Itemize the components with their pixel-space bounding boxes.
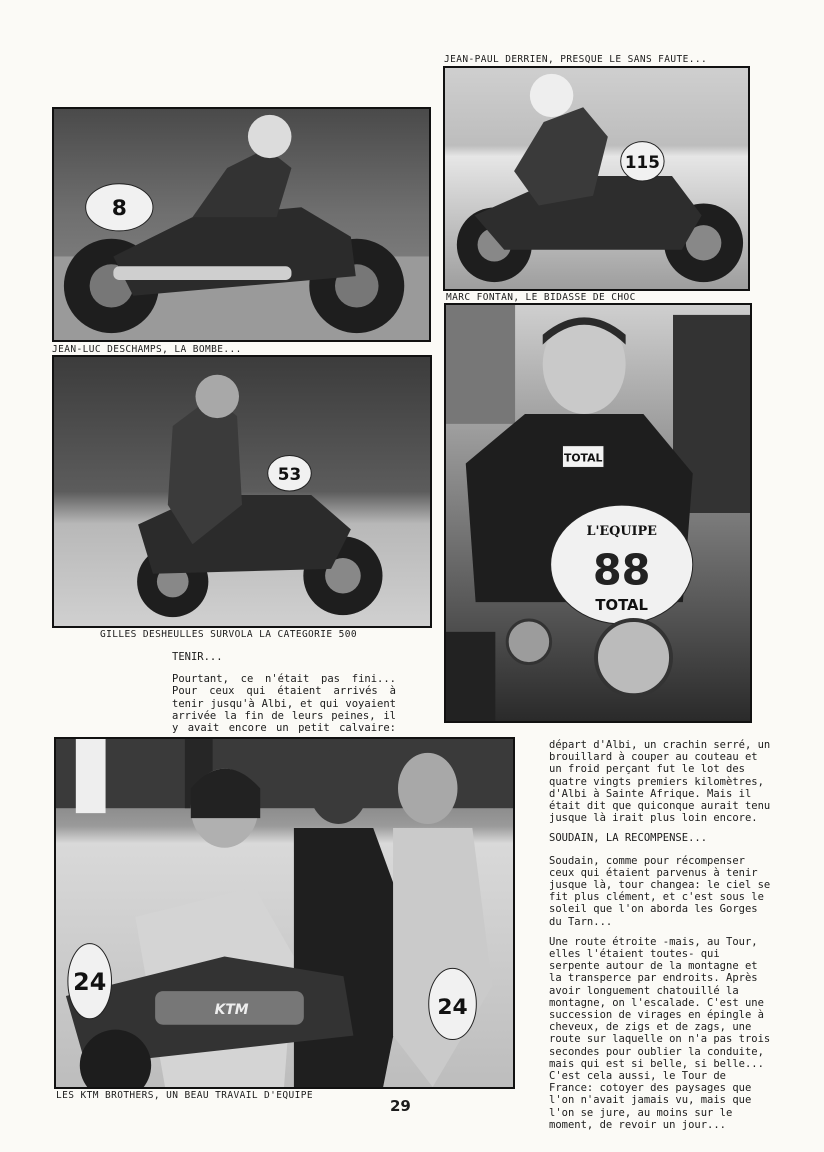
ktm-tank-logo: KTM [214, 1001, 249, 1018]
caption-deschamps: JEAN-LUC DESCHAMPS, LA BOMBE... [52, 344, 242, 355]
sponsor-equipe: L'EQUIPE [586, 523, 657, 539]
article-right-column [549, 739, 775, 1139]
race-plate-24-front: 24 [73, 968, 107, 997]
paragraph-soudain: Soudain, comme pour récompenser ceux qui étaient parvenus à tenir jusque là, tour changea: le ciel se fit plus clément, et c'est sous le soleil que l'on aborda les Gorges du Tarn... [549, 854, 771, 928]
race-plate-53: 53 [277, 464, 302, 485]
race-plate-88: 88 [592, 545, 651, 595]
caption-fontan: MARC FONTAN, LE BIDASSE DE CHOC [446, 292, 636, 303]
caption-desheulles: GILLES DESHEULLES SURVOLA LA CATEGORIE 500 [100, 629, 358, 640]
photo-fontan [444, 303, 752, 723]
heading-tenir: TENIR... [172, 651, 223, 663]
photo-ktm-brothers [54, 737, 515, 1089]
paragraph-route-etroite: Une route étroite -mais, au Tour, elles l'étaient toutes- qui serpente autour de la montagne et la transperce par endroits. Après avoir longuement chatouillé la montagne, on l'escalade. C'est une succession de virages en épingle à cheveux, de zigs et de zags, une route sur laquelle on n'a pas trois secondes pour oublier la conduite, mais qui est si belle, si belle... C'est cela aussi, le Tour de France: cotoyer des paysages que l'on n'avait jamais vu, mais que l'on se jure, au moins sur le moment, de revoir un jour... [549, 935, 771, 1131]
page-number: 29 [390, 1097, 411, 1115]
photo-deschamps [52, 107, 431, 342]
caption-ktm: LES KTM BROTHERS, UN BEAU TRAVAIL D'EQUIPE [56, 1090, 314, 1101]
photo-desheulles [52, 355, 432, 628]
sponsor-total-jacket: TOTAL [563, 451, 603, 465]
heading-recompense: SOUDAIN, LA RECOMPENSE... [549, 832, 708, 845]
paragraph-depart-albi: départ d'Albi, un crachin serré, un brouillard à couper au couteau et un froid perçant fut le lot des quatre vingts premiers kilomètres, d'Albi à Sainte Afrique. Mais il était dit que quiconque aurait tenu jusque là irait plus loin encore. [549, 739, 771, 825]
photo-derrien [443, 66, 750, 291]
sponsor-total-plate: TOTAL [595, 597, 648, 615]
race-plate-24-side: 24 [437, 994, 468, 1020]
caption-derrien: JEAN-PAUL DERRIEN, PRESQUE LE SANS FAUTE... [444, 54, 708, 65]
paragraph-tenir: Pourtant, ce n'était pas fini... Pour ceux qui étaient arrivés à tenir jusqu'à Albi, et qui voyaient arrivée la fin de leurs peines, il y avait encore un petit calvaire: [172, 673, 396, 735]
race-plate-115: 115 [624, 152, 660, 173]
race-plate-8: 8 [111, 196, 127, 222]
